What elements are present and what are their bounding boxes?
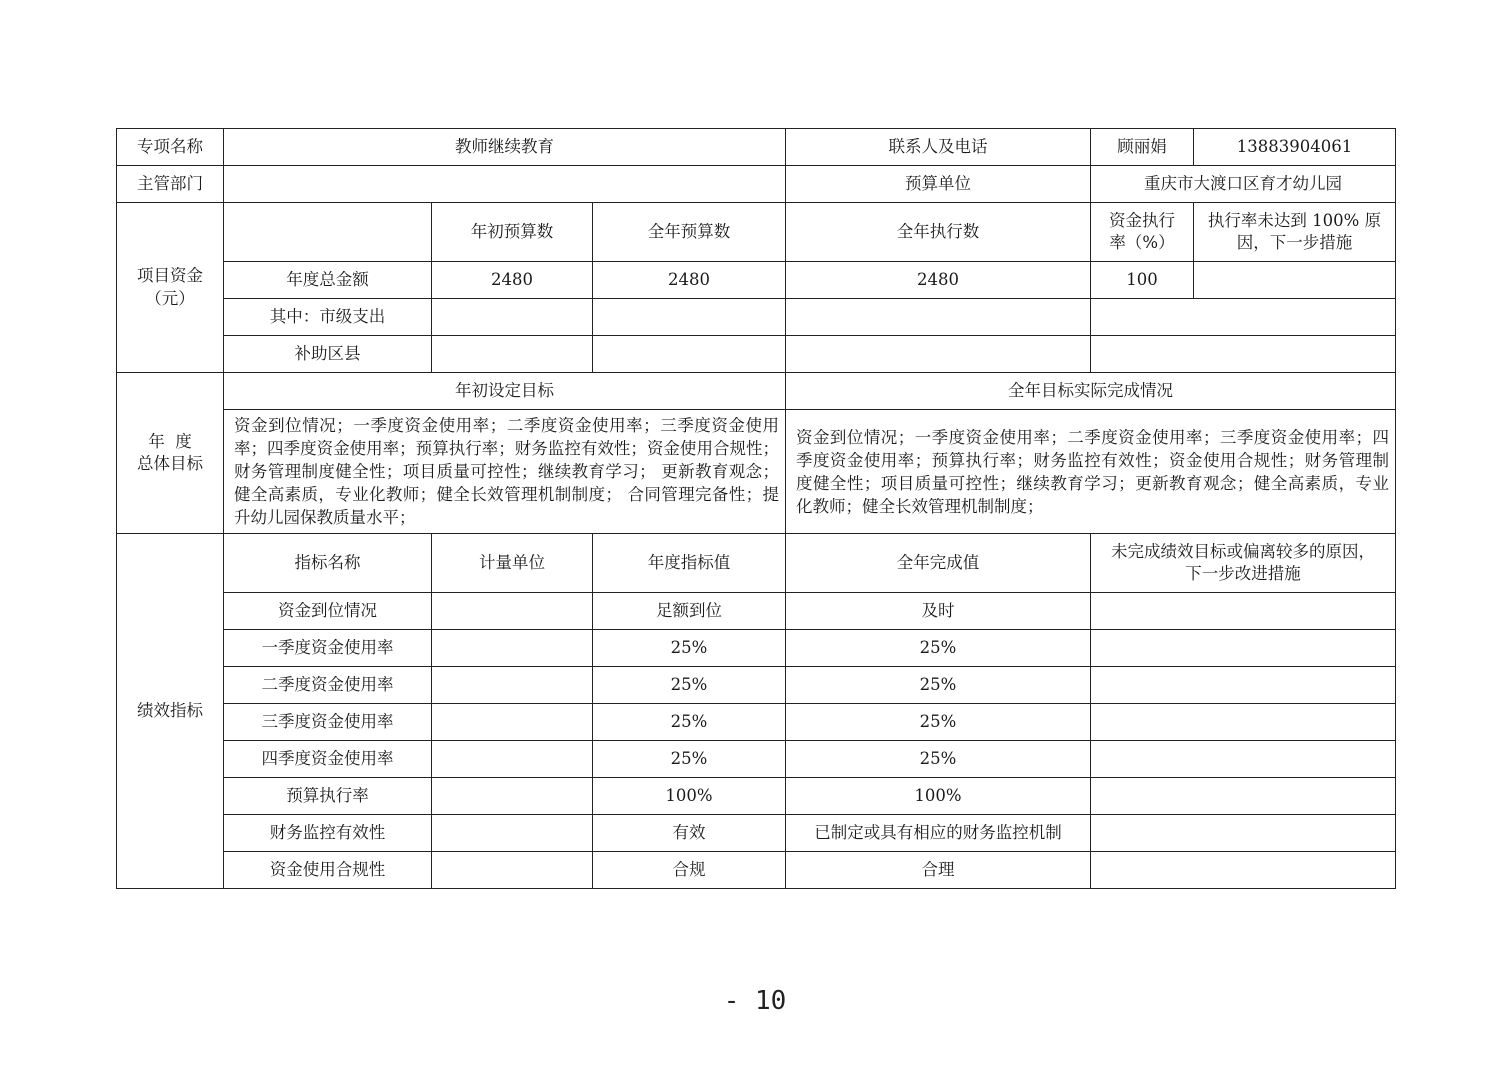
project-row bbox=[117, 129, 1396, 166]
col-annual-budget: 全年预算数 bbox=[593, 203, 786, 262]
indicator-unit bbox=[432, 593, 593, 630]
indicator-unit bbox=[432, 778, 593, 815]
funds-row bbox=[117, 262, 1396, 299]
funds-row-annual bbox=[593, 299, 786, 336]
goals-initial-header: 年初设定目标 bbox=[224, 373, 786, 410]
indicator-name: 资金到位情况 bbox=[224, 593, 432, 630]
funds-row-rate bbox=[1091, 336, 1396, 373]
col-indicator-unit: 计量单位 bbox=[432, 534, 593, 593]
funds-row-executed: 2480 bbox=[786, 262, 1091, 299]
contact-label: 联系人及电话 bbox=[786, 129, 1091, 166]
indicator-row bbox=[117, 815, 1396, 852]
contact-name: 顾丽娟 bbox=[1091, 129, 1194, 166]
funds-header-blank bbox=[224, 203, 432, 262]
indicator-target: 足额到位 bbox=[593, 593, 786, 630]
page-number: - 10 bbox=[723, 986, 787, 1016]
funds-row-label: 其中：市级支出 bbox=[224, 299, 432, 336]
funds-row-initial bbox=[432, 299, 593, 336]
indicator-target: 25% bbox=[593, 704, 786, 741]
indicator-row bbox=[117, 778, 1396, 815]
funds-row-rate bbox=[1091, 299, 1396, 336]
indicator-actual: 及时 bbox=[786, 593, 1091, 630]
indicator-row bbox=[117, 667, 1396, 704]
funds-section-label: 项目资金 （元） bbox=[117, 203, 224, 373]
indicator-target: 合规 bbox=[593, 852, 786, 889]
goals-actual-text: 资金到位情况；一季度资金使用率；二季度资金使用率；三季度资金使用率；四季度资金使用率；预算执行率；财务监控有效性；资金使用合规性；财务管理制度健全性；项目质量可控性；继续教育学习；更新教育观念；健全高素质，专业化教师；健全长效管理机制制度； bbox=[786, 410, 1396, 534]
indicators-section-label: 绩效指标 bbox=[117, 534, 224, 889]
indicator-target: 100% bbox=[593, 778, 786, 815]
indicator-actual: 100% bbox=[786, 778, 1091, 815]
indicator-name: 四季度资金使用率 bbox=[224, 741, 432, 778]
budget-unit-label: 预算单位 bbox=[786, 166, 1091, 203]
funds-row-initial: 2480 bbox=[432, 262, 593, 299]
goals-actual-header: 全年目标实际完成情况 bbox=[786, 373, 1396, 410]
indicator-row bbox=[117, 741, 1396, 778]
funds-row-reason bbox=[1194, 262, 1396, 299]
funds-row bbox=[117, 336, 1396, 373]
funds-row-label: 补助区县 bbox=[224, 336, 432, 373]
goals-text-row bbox=[117, 410, 1396, 534]
funds-row-annual: 2480 bbox=[593, 262, 786, 299]
funds-row-initial bbox=[432, 336, 593, 373]
indicator-name: 一季度资金使用率 bbox=[224, 630, 432, 667]
indicator-unit bbox=[432, 704, 593, 741]
col-initial-budget: 年初预算数 bbox=[432, 203, 593, 262]
indicator-row bbox=[117, 704, 1396, 741]
indicator-reason bbox=[1091, 852, 1396, 889]
goals-header-row bbox=[117, 373, 1396, 410]
funds-row bbox=[117, 299, 1396, 336]
funds-row-executed bbox=[786, 299, 1091, 336]
indicator-unit bbox=[432, 667, 593, 704]
goals-initial-text: 资金到位情况；一季度资金使用率；二季度资金使用率；三季度资金使用率；四季度资金使用率；预算执行率；财务监控有效性；资金使用合规性；财务管理制度健全性；项目质量可控性；继续教育学习； 更新教育观念；健全高素质，专业化教师；健全长效管理机制制度； 合同管理完备性；提升幼儿园保教质量水平； bbox=[224, 410, 786, 534]
col-executed: 全年执行数 bbox=[786, 203, 1091, 262]
funds-row-label: 年度总金额 bbox=[224, 262, 432, 299]
indicator-unit bbox=[432, 741, 593, 778]
indicator-reason bbox=[1091, 815, 1396, 852]
department-row bbox=[117, 166, 1396, 203]
indicator-unit bbox=[432, 815, 593, 852]
indicator-unit bbox=[432, 852, 593, 889]
indicator-target: 25% bbox=[593, 667, 786, 704]
indicator-reason bbox=[1091, 741, 1396, 778]
indicator-name: 财务监控有效性 bbox=[224, 815, 432, 852]
budget-unit-value: 重庆市大渡口区育才幼儿园 bbox=[1091, 166, 1396, 203]
indicator-reason bbox=[1091, 704, 1396, 741]
col-indicator-target: 年度指标值 bbox=[593, 534, 786, 593]
dept-label: 主管部门 bbox=[117, 166, 224, 203]
indicator-actual: 25% bbox=[786, 704, 1091, 741]
indicator-name: 预算执行率 bbox=[224, 778, 432, 815]
indicator-target: 25% bbox=[593, 741, 786, 778]
dept-value bbox=[224, 166, 786, 203]
indicator-actual: 合理 bbox=[786, 852, 1091, 889]
col-rate-reason: 执行率未达到 100% 原 因，下一步措施 bbox=[1194, 203, 1396, 262]
performance-table bbox=[116, 128, 1396, 889]
indicator-row bbox=[117, 630, 1396, 667]
indicator-reason bbox=[1091, 667, 1396, 704]
funds-row-executed bbox=[786, 336, 1091, 373]
funds-row-annual bbox=[593, 336, 786, 373]
indicator-actual: 已制定或具有相应的财务监控机制 bbox=[786, 815, 1091, 852]
indicator-target: 25% bbox=[593, 630, 786, 667]
indicator-actual: 25% bbox=[786, 630, 1091, 667]
indicator-reason bbox=[1091, 593, 1396, 630]
funds-header-row bbox=[117, 203, 1396, 262]
col-exec-rate: 资金执行 率（%） bbox=[1091, 203, 1194, 262]
indicator-name: 三季度资金使用率 bbox=[224, 704, 432, 741]
indicator-actual: 25% bbox=[786, 667, 1091, 704]
contact-phone: 13883904061 bbox=[1194, 129, 1396, 166]
indicator-unit bbox=[432, 630, 593, 667]
indicator-actual: 25% bbox=[786, 741, 1091, 778]
indicator-target: 有效 bbox=[593, 815, 786, 852]
indicator-name: 资金使用合规性 bbox=[224, 852, 432, 889]
indicator-row bbox=[117, 593, 1396, 630]
indicator-name: 二季度资金使用率 bbox=[224, 667, 432, 704]
indicators-header-row bbox=[117, 534, 1396, 593]
project-label: 专项名称 bbox=[117, 129, 224, 166]
project-value: 教师继续教育 bbox=[224, 129, 786, 166]
indicator-row bbox=[117, 852, 1396, 889]
goals-section-label: 年 度 总体目标 bbox=[117, 373, 224, 534]
indicator-reason bbox=[1091, 778, 1396, 815]
funds-row-rate: 100 bbox=[1091, 262, 1194, 299]
col-indicator-name: 指标名称 bbox=[224, 534, 432, 593]
col-indicator-reason: 未完成绩效目标或偏离较多的原因， 下一步改进措施 bbox=[1091, 534, 1396, 593]
indicator-reason bbox=[1091, 630, 1396, 667]
col-indicator-actual: 全年完成值 bbox=[786, 534, 1091, 593]
